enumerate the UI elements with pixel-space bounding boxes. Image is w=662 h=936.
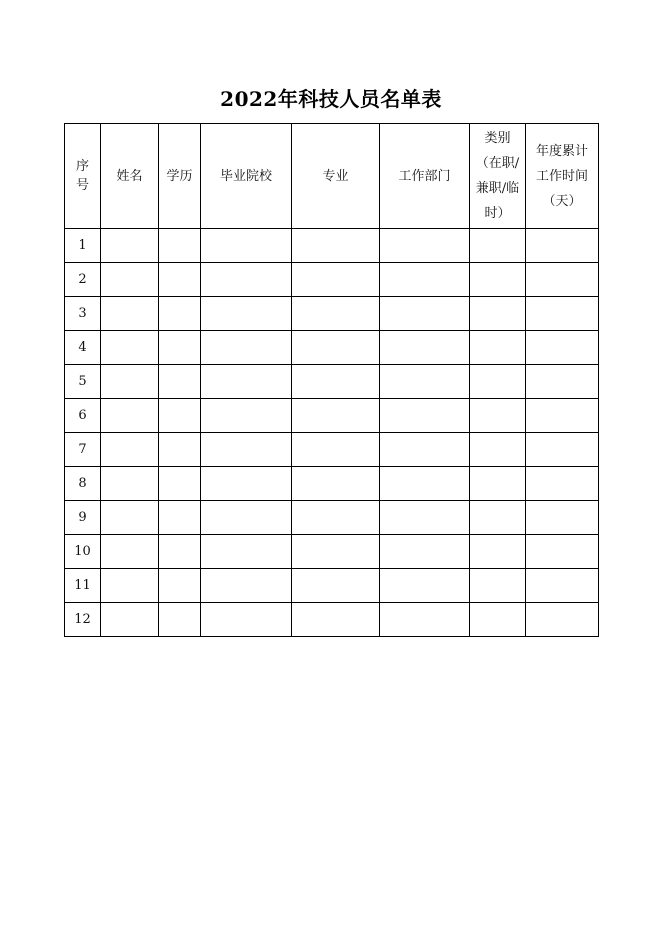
staff-roster-table (64, 123, 599, 637)
major-cell (292, 467, 380, 501)
table-row (65, 297, 599, 331)
seq-cell: 11 (65, 569, 101, 603)
category-cell (470, 501, 526, 535)
work-days-cell (526, 229, 599, 263)
category-cell (470, 467, 526, 501)
header-major: 专业 (292, 124, 380, 229)
table-row (65, 399, 599, 433)
table-row (65, 229, 599, 263)
school-cell (201, 501, 292, 535)
seq-cell: 7 (65, 433, 101, 467)
school-cell (201, 603, 292, 637)
category-cell (470, 535, 526, 569)
category-cell (470, 569, 526, 603)
work-days-cell (526, 535, 599, 569)
major-cell (292, 297, 380, 331)
header-work-days: 年度累计工作时间（天） (526, 124, 599, 229)
table-row (65, 365, 599, 399)
major-cell (292, 263, 380, 297)
education-cell (159, 229, 201, 263)
education-cell (159, 331, 201, 365)
major-cell (292, 603, 380, 637)
header-category: 类别（在职/兼职/临时） (470, 124, 526, 229)
major-cell (292, 331, 380, 365)
category-cell (470, 331, 526, 365)
name-cell (101, 569, 159, 603)
seq-cell: 9 (65, 501, 101, 535)
department-cell (380, 229, 470, 263)
department-cell (380, 399, 470, 433)
education-cell (159, 263, 201, 297)
work-days-cell (526, 263, 599, 297)
seq-cell: 3 (65, 297, 101, 331)
seq-cell: 8 (65, 467, 101, 501)
department-cell (380, 467, 470, 501)
name-cell (101, 603, 159, 637)
education-cell (159, 365, 201, 399)
school-cell (201, 433, 292, 467)
seq-cell: 5 (65, 365, 101, 399)
name-cell (101, 331, 159, 365)
page-title: 2022年科技人员名单表 (220, 87, 442, 111)
work-days-cell (526, 399, 599, 433)
major-cell (292, 433, 380, 467)
table-row (65, 467, 599, 501)
category-cell (470, 433, 526, 467)
seq-cell: 12 (65, 603, 101, 637)
header-school: 毕业院校 (201, 124, 292, 229)
name-cell (101, 263, 159, 297)
education-cell (159, 569, 201, 603)
table-row (65, 433, 599, 467)
header-department: 工作部门 (380, 124, 470, 229)
major-cell (292, 569, 380, 603)
education-cell (159, 603, 201, 637)
category-cell (470, 263, 526, 297)
major-cell (292, 535, 380, 569)
department-cell (380, 501, 470, 535)
name-cell (101, 467, 159, 501)
education-cell (159, 297, 201, 331)
department-cell (380, 569, 470, 603)
category-cell (470, 297, 526, 331)
education-cell (159, 501, 201, 535)
work-days-cell (526, 331, 599, 365)
category-cell (470, 365, 526, 399)
major-cell (292, 501, 380, 535)
department-cell (380, 263, 470, 297)
name-cell (101, 229, 159, 263)
education-cell (159, 467, 201, 501)
table-row (65, 331, 599, 365)
name-cell (101, 501, 159, 535)
school-cell (201, 297, 292, 331)
table-row (65, 569, 599, 603)
school-cell (201, 365, 292, 399)
major-cell (292, 229, 380, 263)
seq-cell: 4 (65, 331, 101, 365)
name-cell (101, 297, 159, 331)
major-cell (292, 399, 380, 433)
major-cell (292, 365, 380, 399)
school-cell (201, 535, 292, 569)
header-education: 学历 (159, 124, 201, 229)
department-cell (380, 603, 470, 637)
work-days-cell (526, 603, 599, 637)
school-cell (201, 263, 292, 297)
header-seq: 序号 (65, 124, 101, 229)
table-row (65, 535, 599, 569)
department-cell (380, 297, 470, 331)
name-cell (101, 433, 159, 467)
table-row (65, 603, 599, 637)
school-cell (201, 331, 292, 365)
department-cell (380, 433, 470, 467)
table-header-row (65, 124, 599, 229)
department-cell (380, 535, 470, 569)
work-days-cell (526, 365, 599, 399)
work-days-cell (526, 501, 599, 535)
department-cell (380, 331, 470, 365)
education-cell (159, 399, 201, 433)
table-row (65, 501, 599, 535)
school-cell (201, 399, 292, 433)
header-name: 姓名 (101, 124, 159, 229)
work-days-cell (526, 433, 599, 467)
department-cell (380, 365, 470, 399)
education-cell (159, 433, 201, 467)
school-cell (201, 467, 292, 501)
seq-cell: 2 (65, 263, 101, 297)
name-cell (101, 535, 159, 569)
seq-cell: 1 (65, 229, 101, 263)
work-days-cell (526, 297, 599, 331)
work-days-cell (526, 569, 599, 603)
category-cell (470, 229, 526, 263)
seq-cell: 10 (65, 535, 101, 569)
table-row (65, 263, 599, 297)
category-cell (470, 603, 526, 637)
education-cell (159, 535, 201, 569)
category-cell (470, 399, 526, 433)
name-cell (101, 365, 159, 399)
school-cell (201, 229, 292, 263)
school-cell (201, 569, 292, 603)
work-days-cell (526, 467, 599, 501)
seq-cell: 6 (65, 399, 101, 433)
name-cell (101, 399, 159, 433)
